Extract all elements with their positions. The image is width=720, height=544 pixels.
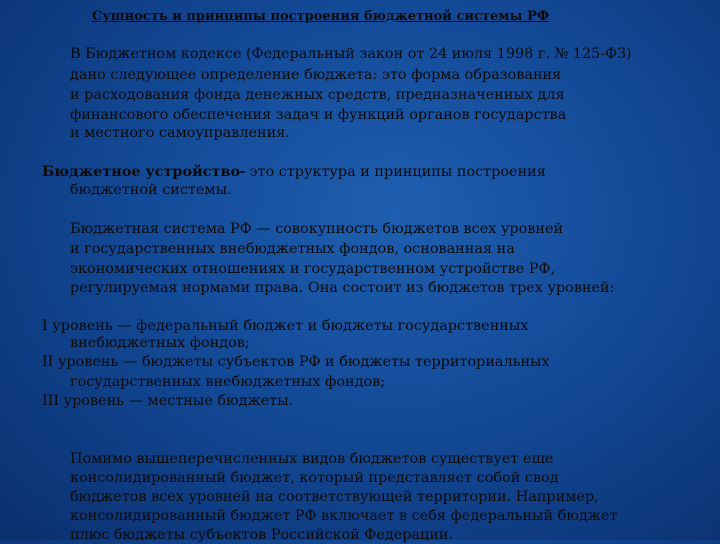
level-2-line: II уровень — бюджеты субъектов РФ и бюджеты территориальных <box>42 354 550 370</box>
paragraph2-line: регулируемая нормами права. Она состоит из бюджетов трех уровней: <box>70 280 615 296</box>
paragraph3-line: консолидированный бюджет, который представляет собой свод <box>70 470 559 486</box>
level-2-continuation: государственных внебюджетных фондов; <box>70 374 386 390</box>
paragraph3-line: плюс бюджеты субъектов Российской Федерации. <box>70 527 454 543</box>
definition-term: Бюджетное устройство <box>42 163 241 180</box>
paragraph2-line: и государственных внебюджетных фондов, основанная на <box>70 241 515 257</box>
paragraph3-line: консолидированный бюджет РФ включает в себя федеральный бюджет <box>70 508 618 524</box>
definition-rest: это структура и принципы построения <box>244 164 546 180</box>
paragraph2-line: экономических отношениях и государственном устройстве РФ, <box>70 261 556 277</box>
paragraph1-line: и местного самоуправления. <box>70 125 290 141</box>
definition-dash: - <box>240 164 245 180</box>
level-1-line: I уровень — федеральный бюджет и бюджеты государственных <box>42 318 529 334</box>
paragraph2-line: Бюджетная система РФ — совокупность бюджетов всех уровней <box>70 221 564 237</box>
definition-line2: бюджетной системы. <box>70 182 232 198</box>
paragraph3-line: Помимо вышеперечисленных видов бюджетов существует еще <box>70 451 554 467</box>
level-1-continuation: внебюджетных фондов; <box>70 335 250 351</box>
definition-line <box>42 163 546 181</box>
paragraph1-line: финансового обеспечения задач и функций органов государства <box>70 107 567 123</box>
paragraph1-line: дано следующее определение бюджета: это форма образования <box>70 67 562 83</box>
paragraph1-line: и расходования фонда денежных средств, предназначенных для <box>70 87 565 103</box>
slide-title: Сущность и принципы построения бюджетной системы РФ <box>92 9 550 24</box>
paragraph3-line: бюджетов всех уровней на соответствующей территории. Например, <box>70 489 599 505</box>
paragraph1-line: В Бюджетном кодексе (Федеральный закон от 24 июля 1998 г. № 125-ФЗ) <box>70 46 632 62</box>
level-3-line: III уровень — местные бюджеты. <box>42 393 294 409</box>
